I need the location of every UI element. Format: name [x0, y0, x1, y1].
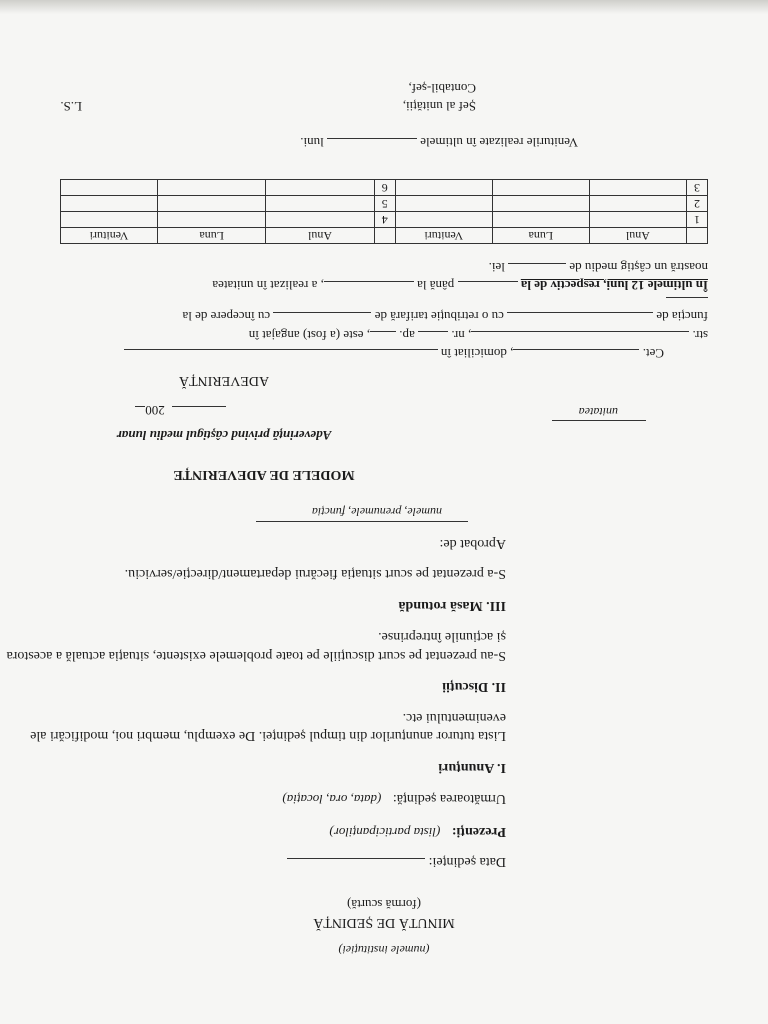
section-roundtable-line1: S-a prezentat pe scurt situația fiecărui departament/direcție/serviciu. — [124, 566, 506, 581]
present-hint: (lista participanților) — [329, 825, 441, 840]
street-line — [471, 331, 689, 344]
table-cell — [589, 180, 686, 196]
section-discussions-title: II. Discuții — [442, 679, 506, 694]
certificate-line3 — [182, 308, 708, 325]
models-title: MODELE DE ADEVERINȚE — [173, 467, 355, 482]
minute-title: MINUTĂ DE ȘEDINȚĂ — [313, 915, 455, 930]
table-row — [61, 212, 708, 228]
section-announcements-line1: Lista tuturor anunțurilor din timpul ședinței. De exemplu, membri noi, modificări ale — [30, 728, 506, 743]
table-cell — [589, 196, 686, 212]
present-label: Prezenți: — [451, 824, 506, 839]
minute-subtitle: (formă scurtă) — [347, 897, 421, 912]
salary-line — [273, 312, 371, 325]
table-row-number: 6 — [374, 180, 395, 196]
table-header-cell: Anul — [266, 228, 374, 244]
table-cell — [266, 196, 374, 212]
table-cell — [589, 212, 686, 228]
realized-label: , a realizat în unitatea — [212, 278, 324, 293]
citizen-label: Cet. — [642, 346, 664, 361]
income-months-row — [300, 134, 578, 151]
table-cell — [395, 212, 492, 228]
table-header-cell: Venituri — [395, 228, 492, 244]
table-header-cell: Luna — [492, 228, 589, 244]
certificate-line2 — [249, 327, 708, 344]
unit-hint: unitatea — [578, 405, 618, 419]
income-table-header — [61, 228, 708, 244]
next-meeting-hint: (data, ora, locația) — [282, 792, 382, 807]
stamp-label: L.S. — [60, 99, 82, 114]
institution-hint: (numele instituției) — [338, 943, 430, 957]
meeting-date-label: Data ședinței: — [428, 854, 506, 869]
table-header-cell: Luna — [158, 228, 266, 244]
table-header-cell: Venituri — [61, 228, 158, 244]
income-months-line — [327, 138, 417, 151]
domicile-line — [124, 349, 438, 362]
next-meeting-row — [282, 790, 506, 807]
section-roundtable-title: III. Masă rotundă — [398, 598, 506, 613]
table-cell — [266, 212, 374, 228]
table-row-number: 2 — [686, 196, 707, 212]
income-unit: luni. — [300, 135, 324, 150]
approved-label: Aprobat de: — [439, 536, 506, 551]
table-row — [61, 196, 708, 212]
income-label: Veniturile realizate în ultimele — [420, 135, 578, 150]
table-cell — [158, 180, 266, 196]
table-header-cell: Anul — [589, 228, 686, 244]
average-income-certificate-title: Adeverință privind câștigul mediu lunar — [116, 428, 332, 443]
chief-label: Șef al unității, — [402, 99, 476, 114]
start-date-line — [666, 297, 708, 298]
table-row-number: 5 — [374, 196, 395, 212]
accountant-label: Contabil-șef, — [408, 81, 476, 96]
section-discussions-line1: S-au prezentat pe scurt discuțiile pe toate problemele existente, situația actuală a acestora — [6, 648, 506, 663]
meeting-date-row — [287, 853, 506, 871]
approved-signature-line — [256, 521, 468, 522]
section-announcements-title: I. Anunțuri — [438, 760, 506, 775]
citizen-line — [513, 349, 639, 362]
table-cell — [492, 196, 589, 212]
apartment-line — [370, 331, 396, 344]
table-header-cell — [686, 228, 707, 244]
section-announcements-line2: evenimentului etc. — [402, 710, 506, 725]
next-meeting-label: Următoarea ședință: — [392, 791, 506, 806]
domicile-label: , domiciliat în — [440, 346, 514, 361]
date-year-line — [135, 406, 145, 419]
period-label: În ultimele 12 luni, respectiv de la — [520, 278, 708, 293]
function-label: funcția de — [656, 309, 708, 324]
table-cell — [61, 180, 158, 196]
lei-label: lei. — [488, 260, 505, 275]
table-cell — [158, 212, 266, 228]
start-label: cu începere de la — [182, 309, 271, 324]
table-cell — [492, 180, 589, 196]
table-cell — [61, 196, 158, 212]
certificate-line5 — [489, 259, 708, 276]
date-day-line — [172, 406, 226, 419]
table-row-number: 1 — [686, 212, 707, 228]
certificate-title: ADEVERINȚĂ — [178, 373, 270, 388]
table-header-cell — [374, 228, 395, 244]
unit-line — [552, 420, 646, 421]
table-cell — [492, 212, 589, 228]
period-end-line — [324, 281, 414, 294]
approved-hint: numele, prenumele, funcția — [311, 505, 442, 519]
table-cell — [395, 180, 492, 196]
number-label: , nr. — [451, 328, 472, 343]
salary-label: cu o retribuție tarifară de — [374, 309, 504, 324]
table-cell — [61, 212, 158, 228]
table-row-number: 4 — [374, 212, 395, 228]
date-year: 200 — [145, 403, 165, 418]
table-cell — [158, 196, 266, 212]
employed-text: , este (a fost) angajat în — [248, 328, 371, 343]
function-line — [507, 312, 653, 325]
certificate-line4 — [212, 277, 708, 294]
table-row — [61, 180, 708, 196]
until-label: până la — [417, 278, 455, 293]
certificate-date-row — [135, 402, 226, 419]
meeting-date-line — [287, 858, 425, 871]
certificate-line1 — [48, 345, 708, 362]
income-table — [60, 179, 708, 244]
table-cell — [266, 180, 374, 196]
present-row — [329, 823, 506, 840]
period-start-line — [458, 281, 518, 294]
average-income-label: noastră un câștig mediu de — [569, 260, 708, 275]
section-discussions-line2: și acțiunile întreprinse. — [378, 629, 506, 644]
number-line — [418, 331, 448, 344]
table-cell — [395, 196, 492, 212]
street-label: str. — [692, 328, 708, 343]
apartment-label: ap. — [399, 328, 415, 343]
table-row-number: 3 — [686, 180, 707, 196]
average-income-line — [508, 263, 566, 276]
